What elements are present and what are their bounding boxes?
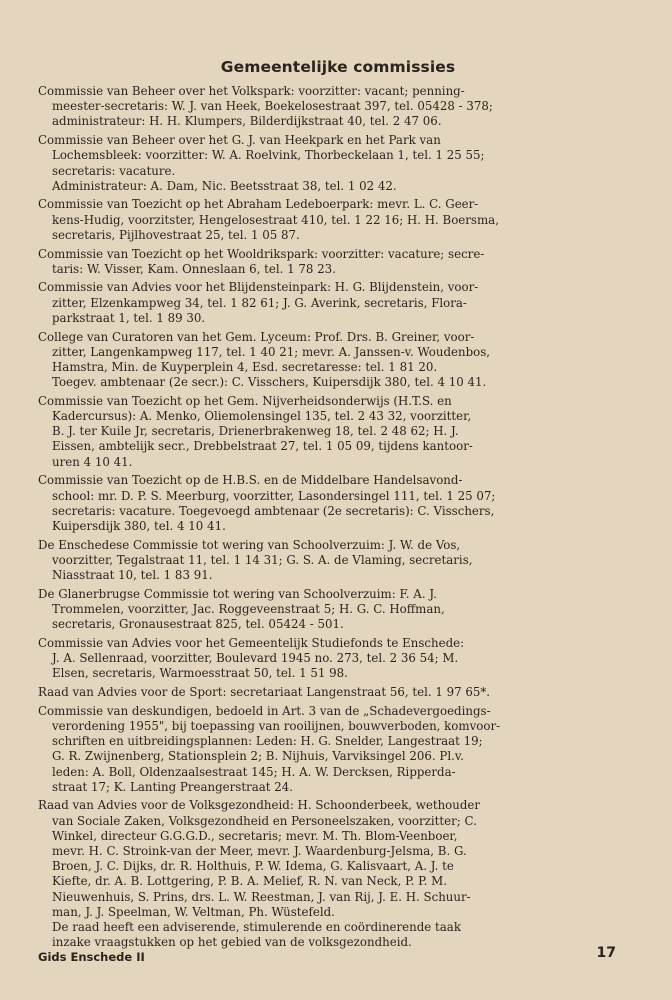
entry-line: De Enschedese Commissie tot wering van Schoolverzuim: J. W. de Vos, [38, 537, 461, 552]
entry-line: Niasstraat 10, tel. 1 83 91. [52, 568, 213, 583]
entry-line: Commissie van Toezicht op de H.B.S. en de Middelbare Handelsavond- [38, 473, 463, 488]
entry-line: verordening 1955", bij toepassing van rooilijnen, bouwverboden, komvoor- [52, 718, 501, 733]
commission-entry [38, 538, 628, 584]
entry-line: leden: A. Boll, Oldenzaalsestraat 145; H. A. W. Dercksen, Ripperda- [52, 764, 456, 779]
entry-line: mevr. H. C. Stroink-van der Meer, mevr. J. Waardenburg-Jelsma, B. G. [52, 844, 467, 859]
commission-entry [38, 798, 628, 950]
entry-line: van Sociale Zaken, Volksgezondheid en Personeelszaken, voorzitter; C. [52, 813, 477, 828]
entry-line: Raad van Advies voor de Volksgezondheid: H. Schoonderbeek, wethouder [38, 798, 481, 813]
commission-entry [38, 685, 628, 700]
commission-entry [38, 247, 628, 277]
entry-line: inzake vraagstukken op het gebied van de volksgezondheid. [52, 935, 412, 950]
entry-line: Winkel, directeur G.G.G.D., secretaris; mevr. M. Th. Blom-Veenboer, [52, 828, 458, 843]
entry-line: schriften en uitbreidingsplannen: Leden: H. G. Snelder, Langestraat 19; [52, 734, 483, 749]
entry-line: G. R. Zwijnenberg, Stationsplein 2; B. Nijhuis, Varviksingel 206. Pl.v. [52, 749, 464, 764]
commission-entry [38, 280, 628, 326]
entry-line: taris: W. Visser, Kam. Onneslaan 6, tel. 1 78 23. [52, 261, 336, 276]
entry-line: Commissie van Toezicht op het Gem. Nijverheidsonderwijs (H.T.S. en [38, 393, 452, 408]
entry-line: Commissie van Advies voor het Gemeentelijk Studiefonds te Enschede: [38, 635, 465, 650]
entry-line: B. J. ter Kuile Jr, secretaris, Drienerbrakenweg 18, tel. 2 48 62; H. J. [52, 424, 459, 439]
footer-guide-name: Gids Enschede II [38, 950, 145, 964]
commission-entry [38, 587, 628, 633]
entry-line: secretaris, Pijlhovestraat 25, tel. 1 05 87. [52, 227, 300, 242]
entry-line: Broen, J. C. Dijks, dr. R. Holthuis, P. W. Idema, G. Kalisvaart, A. J. te [52, 859, 454, 874]
entry-line: Nieuwenhuis, S. Prins, drs. L. W. Reestman, J. van Rij, J. E. H. Schuur- [52, 889, 471, 904]
entry-line: Raad van Advies voor de Sport: secretariaat Langenstraat 56, tel. 1 97 65*. [38, 685, 491, 700]
entry-line: administrateur: H. H. Klumpers, Bilderdijkstraat 40, tel. 2 47 06. [52, 114, 442, 129]
entry-line: De Glanerbrugse Commissie tot wering van Schoolverzuim: F. A. J. [38, 586, 437, 601]
commission-entry [38, 473, 628, 534]
commission-entry [38, 704, 628, 795]
entry-line: Commissie van Advies voor het Blijdensteinpark: H. G. Blijdenstein, voor- [38, 280, 479, 295]
entry-line: Elsen, secretaris, Warmoesstraat 50, tel. 1 51 98. [52, 666, 348, 681]
entry-line: College van Curatoren van het Gem. Lyceum: Prof. Drs. B. Greiner, voor- [38, 329, 475, 344]
entry-line: Eissen, ambtelijk secr., Drebbelstraat 27, tel. 1 05 09, tijdens kantoor- [52, 439, 473, 454]
page-title: Gemeentelijke commissies [220, 58, 456, 76]
entry-line: zitter, Elzenkampweg 34, tel. 1 82 61; J. G. Averink, secretaris, Flora- [52, 295, 467, 310]
entry-line: meester-secretaris: W. J. van Heek, Boekelosestraat 397, tel. 05428 - 378; [52, 99, 493, 114]
entry-line: voorzitter, Tegalstraat 11, tel. 1 14 31; G. S. A. de Vlaming, secretaris, [52, 552, 473, 567]
commission-list [38, 84, 628, 950]
entry-line: Lochemsbleek: voorzitter: W. A. Roelvink, Thorbeckelaan 1, tel. 1 25 55; [52, 148, 485, 163]
entry-line: man, J. J. Speelman, W. Veltman, Ph. Wüstefeld. [52, 904, 335, 919]
entry-line: parkstraat 1, tel. 1 89 30. [52, 310, 206, 325]
entry-line: Commissie van Toezicht op het Wooldrikspark: voorzitter: vacature; secre- [38, 246, 485, 261]
entry-line: Commissie van Toezicht op het Abraham Ledeboerpark: mevr. L. C. Geer- [38, 197, 479, 212]
entry-line: Kuipersdijk 380, tel. 4 10 41. [52, 518, 226, 533]
entry-line: Kiefte, dr. A. B. Lottgering, P. B. A. Melief, R. N. van Neck, P. P. M. [52, 874, 447, 889]
entry-line: straat 17; K. Lanting Preangerstraat 24. [52, 779, 294, 794]
entry-line: secretaris: vacature. [52, 163, 176, 178]
page-number: 17 [596, 945, 616, 961]
commission-entry [38, 636, 628, 682]
entry-line: De raad heeft een adviserende, stimulerende en coördinerende taak [52, 920, 461, 935]
commission-entry [38, 84, 628, 130]
entry-line: secretaris: vacature. Toegevoegd ambtenaar (2e secretaris): C. Visschers, [52, 503, 495, 518]
entry-line: kens-Hudig, voorzitster, Hengelosestraat 410, tel. 1 22 16; H. H. Boersma, [52, 212, 499, 227]
commission-entry [38, 330, 628, 391]
entry-line: Trommelen, voorzitter, Jac. Roggeveenstraat 5; H. G. C. Hoffman, [52, 602, 445, 616]
entry-line: zitter, Langenkampweg 117, tel. 1 40 21; mevr. A. Janssen-v. Woudenbos, [52, 344, 491, 359]
entry-line: Hamstra, Min. de Kuyperplein 4, Esd. secretaresse: tel. 1 81 20. [52, 359, 438, 374]
commission-entry [38, 197, 628, 243]
commission-entry [38, 394, 628, 470]
entry-line: Kadercursus): A. Menko, Oliemolensingel 135, tel. 2 43 32, voorzitter, [52, 409, 472, 424]
entry-line: Toegev. ambtenaar (2e secr.): C. Visschers, Kuipersdijk 380, tel. 4 10 41. [52, 375, 487, 390]
entry-line: Commissie van Beheer over het Volkspark: voorzitter: vacant; penning- [38, 84, 465, 98]
entry-line: J. A. Sellenraad, voorzitter, Boulevard 1945 no. 273, tel. 2 36 54; M. [52, 651, 459, 666]
entry-line: secretaris, Gronausestraat 825, tel. 05424 - 501. [52, 617, 344, 632]
entry-line: uren 4 10 41. [52, 454, 133, 469]
entry-line: Commissie van Beheer over het G. J. van Heekpark en het Park van [38, 133, 441, 148]
entry-line: Commissie van deskundigen, bedoeld in Art. 3 van de „Schadevergoedings- [38, 703, 491, 718]
entry-line: Administrateur: A. Dam, Nic. Beetsstraat 38, tel. 1 02 42. [52, 178, 397, 193]
commission-entry [38, 133, 628, 194]
entry-line: school: mr. D. P. S. Meerburg, voorzitter, Lasondersingel 111, tel. 1 25 07; [52, 488, 496, 503]
